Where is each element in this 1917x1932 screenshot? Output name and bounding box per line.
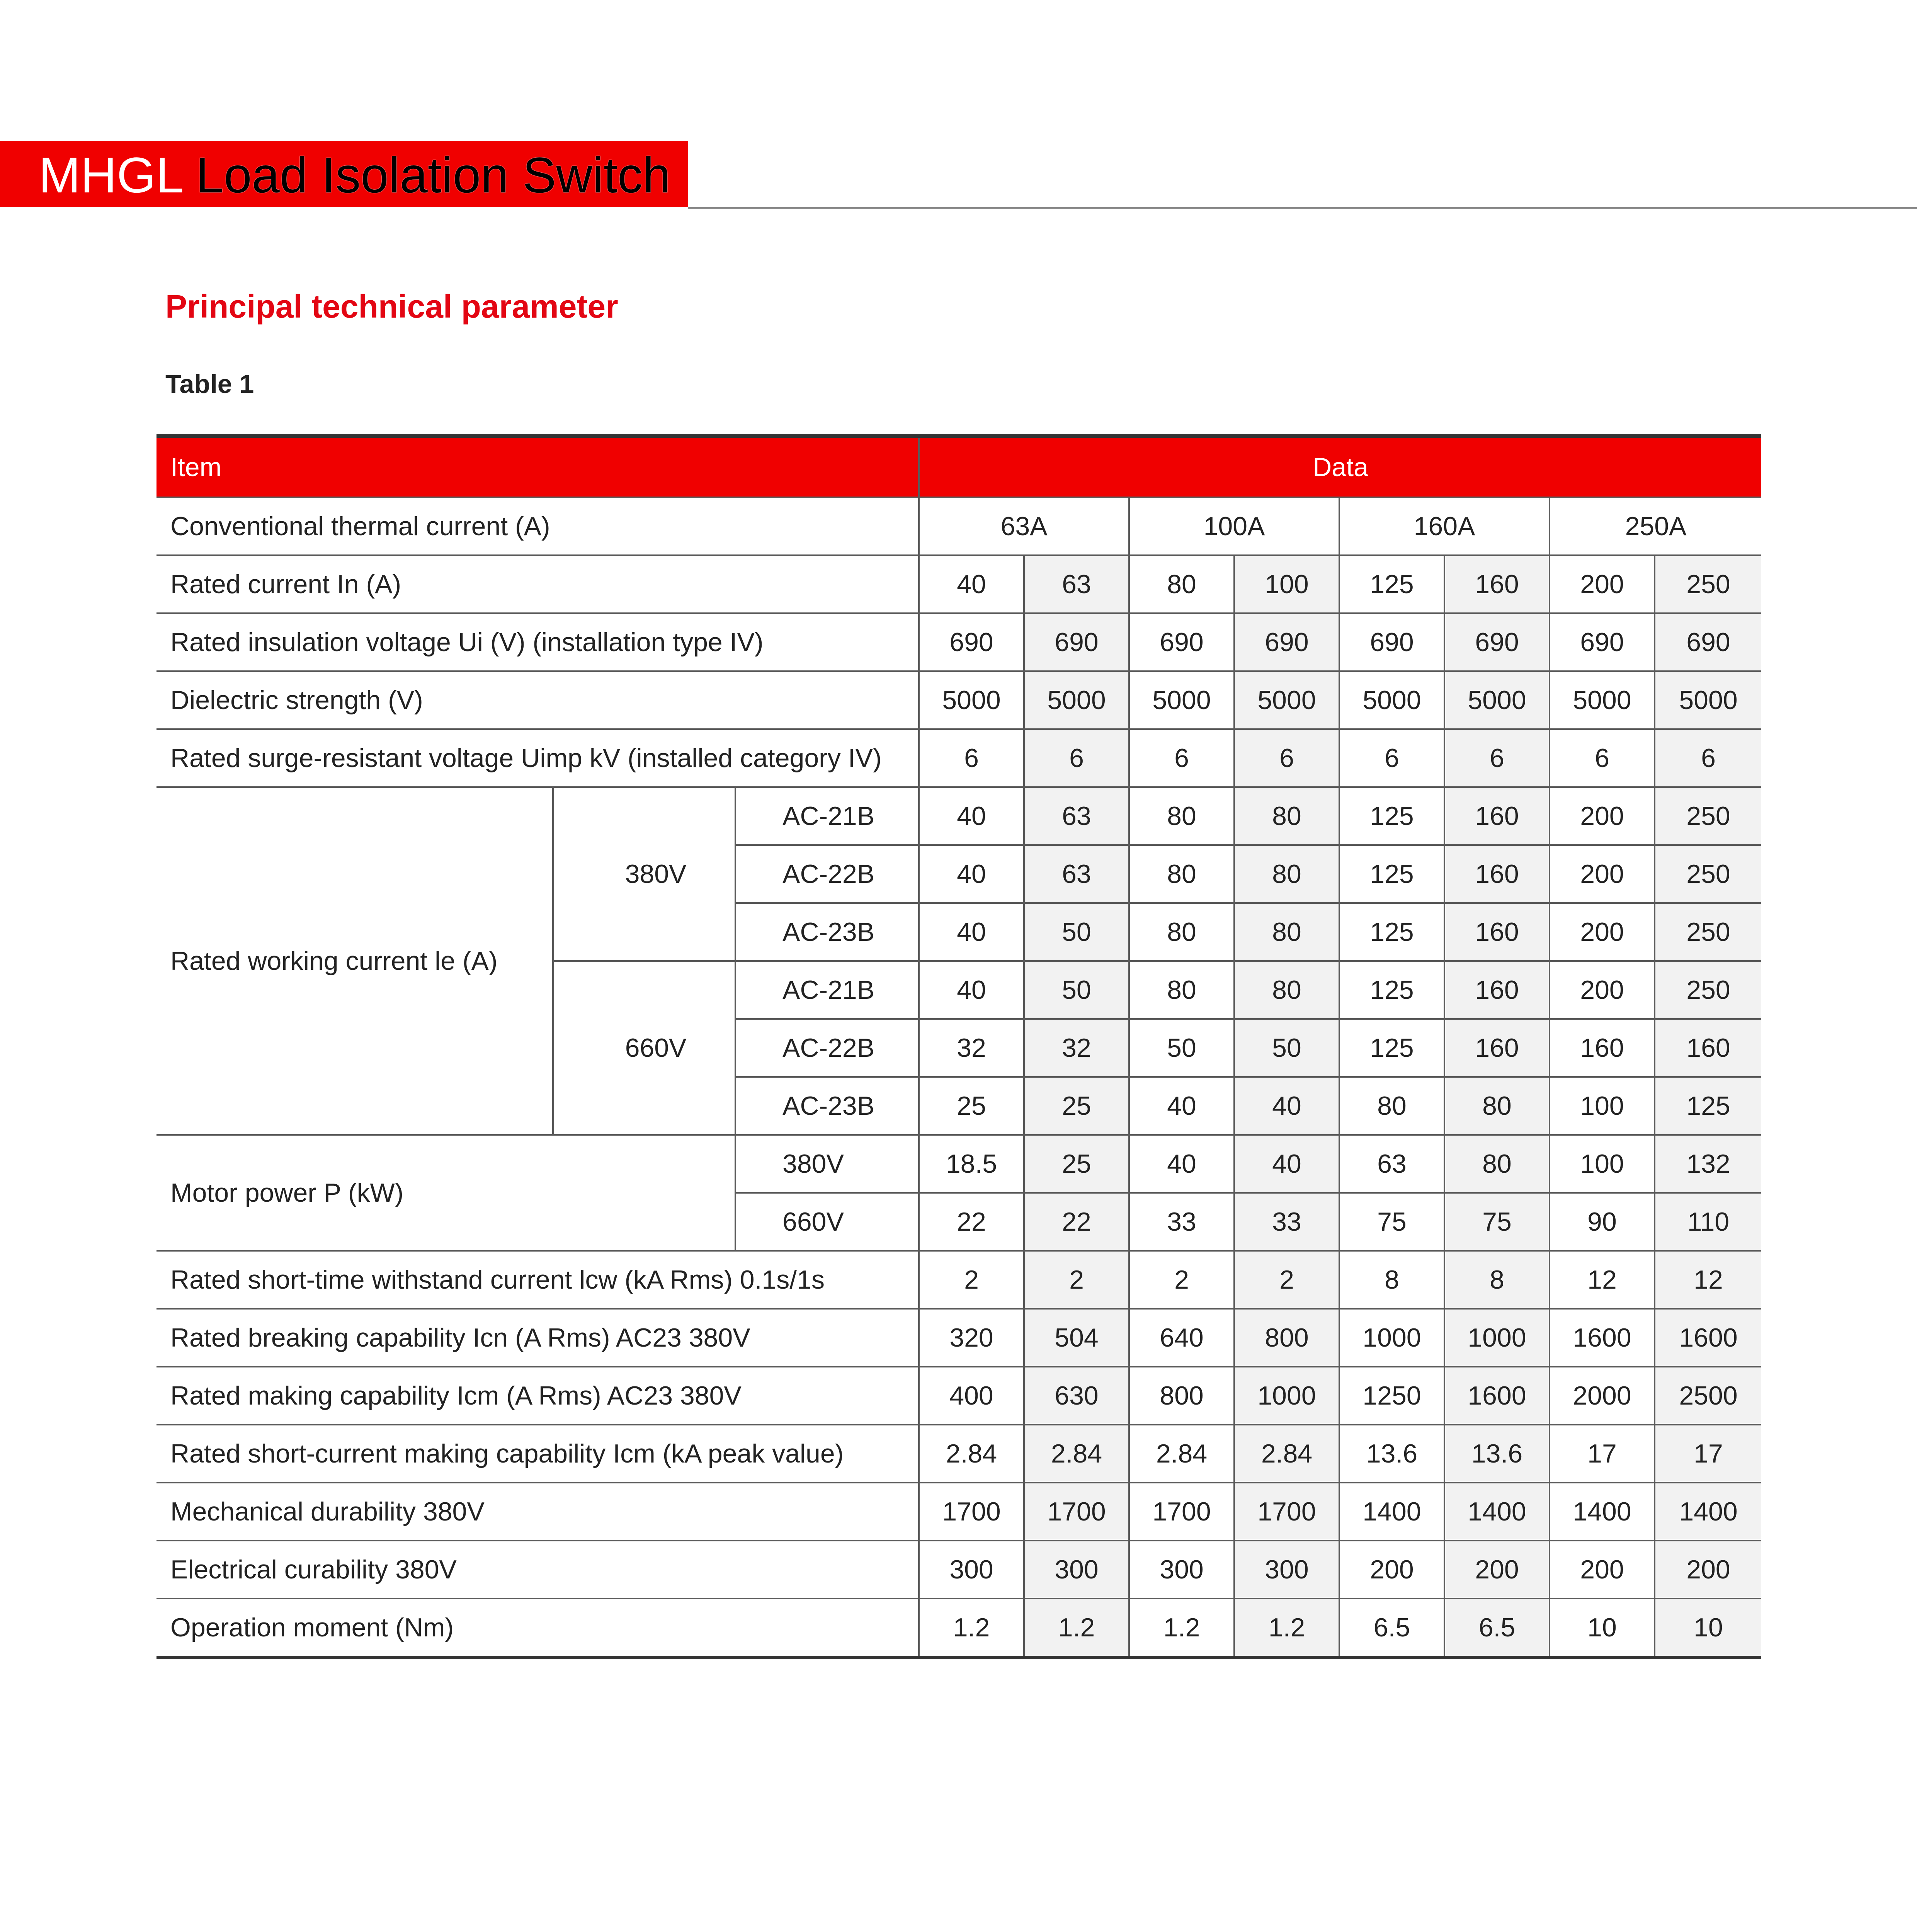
row-label: Conventional thermal current (A) <box>156 497 919 555</box>
value-cell: 6 <box>1444 729 1550 787</box>
top-rows <box>156 555 1761 787</box>
row-label: Mechanical durability 380V <box>156 1483 919 1541</box>
voltage-label: 660V <box>553 961 735 1135</box>
value-cell: 6.5 <box>1339 1599 1444 1658</box>
row-label: Rated current In (A) <box>156 555 919 613</box>
value-cell: 125 <box>1339 787 1444 845</box>
value-cell: 100 <box>1234 555 1339 613</box>
value-cell: 690 <box>919 613 1024 671</box>
value-cell: 80 <box>1234 845 1339 903</box>
row-label: Electrical curability 380V <box>156 1541 919 1599</box>
value-cell: 125 <box>1339 903 1444 961</box>
table-row <box>156 1309 1761 1367</box>
value-cell: 40 <box>919 845 1024 903</box>
value-cell: 690 <box>1655 613 1761 671</box>
value-cell: 100 <box>1550 1077 1655 1135</box>
row-label: Rated making capability Icm (A Rms) AC23 380V <box>156 1367 919 1425</box>
value-cell: 200 <box>1339 1541 1444 1599</box>
header-divider <box>688 207 1917 209</box>
value-cell: 1400 <box>1444 1483 1550 1541</box>
value-cell: 690 <box>1129 613 1234 671</box>
thermal-current-value: 250A <box>1550 497 1761 555</box>
table-row <box>156 613 1761 671</box>
row-label: Operation moment (Nm) <box>156 1599 919 1658</box>
working-current-rows <box>156 787 1761 1135</box>
table-row <box>156 1135 1761 1193</box>
value-cell: 50 <box>1024 903 1129 961</box>
value-cell: 630 <box>1024 1367 1129 1425</box>
utilization-category: AC-22B <box>735 1019 919 1077</box>
value-cell: 12 <box>1550 1251 1655 1309</box>
value-cell: 33 <box>1129 1193 1234 1251</box>
value-cell: 800 <box>1129 1367 1234 1425</box>
value-cell: 13.6 <box>1444 1425 1550 1483</box>
value-cell: 22 <box>1024 1193 1129 1251</box>
value-cell: 80 <box>1234 961 1339 1019</box>
value-cell: 6 <box>919 729 1024 787</box>
value-cell: 6 <box>1550 729 1655 787</box>
value-cell: 5000 <box>1024 671 1129 729</box>
page-header-title <box>39 142 670 208</box>
table-row <box>156 1599 1761 1658</box>
value-cell: 1000 <box>1339 1309 1444 1367</box>
value-cell: 250 <box>1655 845 1761 903</box>
product-title: Load Isolation Switch <box>182 147 671 203</box>
value-cell: 50 <box>1234 1019 1339 1077</box>
value-cell: 5000 <box>1550 671 1655 729</box>
value-cell: 63 <box>1024 555 1129 613</box>
value-cell: 160 <box>1655 1019 1761 1077</box>
value-cell: 80 <box>1234 787 1339 845</box>
value-cell: 1700 <box>919 1483 1024 1541</box>
value-cell: 6 <box>1024 729 1129 787</box>
value-cell: 640 <box>1129 1309 1234 1367</box>
table-header-row <box>156 436 1761 498</box>
value-cell: 690 <box>1339 613 1444 671</box>
value-cell: 400 <box>919 1367 1024 1425</box>
technical-parameter-table <box>156 434 1761 1659</box>
value-cell: 160 <box>1444 961 1550 1019</box>
value-cell: 80 <box>1129 845 1234 903</box>
utilization-category: AC-23B <box>735 1077 919 1135</box>
value-cell: 160 <box>1550 1019 1655 1077</box>
value-cell: 25 <box>919 1077 1024 1135</box>
value-cell: 2500 <box>1655 1367 1761 1425</box>
table-row <box>156 1425 1761 1483</box>
value-cell: 200 <box>1550 903 1655 961</box>
value-cell: 2.84 <box>919 1425 1024 1483</box>
value-cell: 5000 <box>1339 671 1444 729</box>
value-cell: 22 <box>919 1193 1024 1251</box>
value-cell: 18.5 <box>919 1135 1024 1193</box>
value-cell: 25 <box>1024 1077 1129 1135</box>
value-cell: 110 <box>1655 1193 1761 1251</box>
value-cell: 80 <box>1129 961 1234 1019</box>
utilization-category: AC-21B <box>735 961 919 1019</box>
value-cell: 1400 <box>1550 1483 1655 1541</box>
value-cell: 1.2 <box>1234 1599 1339 1658</box>
value-cell: 160 <box>1444 903 1550 961</box>
value-cell: 1700 <box>1234 1483 1339 1541</box>
value-cell: 80 <box>1234 903 1339 961</box>
value-cell: 80 <box>1129 555 1234 613</box>
value-cell: 200 <box>1550 1541 1655 1599</box>
row-label: Dielectric strength (V) <box>156 671 919 729</box>
value-cell: 5000 <box>919 671 1024 729</box>
value-cell: 32 <box>1024 1019 1129 1077</box>
thermal-current-value: 160A <box>1339 497 1550 555</box>
value-cell: 160 <box>1444 787 1550 845</box>
value-cell: 63 <box>1024 787 1129 845</box>
value-cell: 50 <box>1129 1019 1234 1077</box>
voltage-label: 380V <box>735 1135 919 1193</box>
value-cell: 200 <box>1550 555 1655 613</box>
value-cell: 2.84 <box>1024 1425 1129 1483</box>
value-cell: 63 <box>1339 1135 1444 1193</box>
value-cell: 32 <box>919 1019 1024 1077</box>
value-cell: 80 <box>1129 903 1234 961</box>
section-title: Principal technical parameter <box>165 288 618 325</box>
row-label: Rated surge-resistant voltage Uimp kV (installed category IV) <box>156 729 919 787</box>
value-cell: 80 <box>1339 1077 1444 1135</box>
table-row <box>156 729 1761 787</box>
value-cell: 40 <box>1234 1135 1339 1193</box>
value-cell: 1600 <box>1655 1309 1761 1367</box>
value-cell: 160 <box>1444 1019 1550 1077</box>
value-cell: 5000 <box>1655 671 1761 729</box>
value-cell: 200 <box>1550 845 1655 903</box>
value-cell: 125 <box>1339 845 1444 903</box>
thermal-current-value: 100A <box>1129 497 1339 555</box>
value-cell: 800 <box>1234 1309 1339 1367</box>
value-cell: 690 <box>1024 613 1129 671</box>
voltage-label: 660V <box>735 1193 919 1251</box>
table-row <box>156 1483 1761 1541</box>
table-label: Table 1 <box>165 369 254 399</box>
value-cell: 40 <box>919 903 1024 961</box>
value-cell: 75 <box>1339 1193 1444 1251</box>
value-cell: 12 <box>1655 1251 1761 1309</box>
value-cell: 8 <box>1339 1251 1444 1309</box>
value-cell: 125 <box>1339 555 1444 613</box>
value-cell: 17 <box>1655 1425 1761 1483</box>
value-cell: 17 <box>1550 1425 1655 1483</box>
row-label: Rated short-time withstand current lcw (kA Rms) 0.1s/1s <box>156 1251 919 1309</box>
row-label: Motor power P (kW) <box>156 1135 735 1251</box>
value-cell: 2 <box>919 1251 1024 1309</box>
utilization-category: AC-23B <box>735 903 919 961</box>
value-cell: 90 <box>1550 1193 1655 1251</box>
table-row <box>156 555 1761 613</box>
value-cell: 132 <box>1655 1135 1761 1193</box>
value-cell: 75 <box>1444 1193 1550 1251</box>
value-cell: 5000 <box>1129 671 1234 729</box>
row-label: Rated short-current making capability Icm (kA peak value) <box>156 1425 919 1483</box>
value-cell: 200 <box>1550 961 1655 1019</box>
value-cell: 50 <box>1024 961 1129 1019</box>
value-cell: 125 <box>1655 1077 1761 1135</box>
value-cell: 8 <box>1444 1251 1550 1309</box>
header-data: Data <box>919 436 1761 498</box>
motor-power-rows <box>156 1135 1761 1251</box>
value-cell: 1700 <box>1129 1483 1234 1541</box>
table-row <box>156 1251 1761 1309</box>
value-cell: 40 <box>919 961 1024 1019</box>
value-cell: 6 <box>1339 729 1444 787</box>
value-cell: 10 <box>1655 1599 1761 1658</box>
table-row <box>156 671 1761 729</box>
value-cell: 40 <box>919 787 1024 845</box>
value-cell: 125 <box>1339 1019 1444 1077</box>
value-cell: 160 <box>1444 555 1550 613</box>
value-cell: 300 <box>1129 1541 1234 1599</box>
value-cell: 320 <box>919 1309 1024 1367</box>
table-row <box>156 1367 1761 1425</box>
value-cell: 80 <box>1444 1077 1550 1135</box>
thermal-current-value: 63A <box>919 497 1129 555</box>
value-cell: 80 <box>1444 1135 1550 1193</box>
value-cell: 690 <box>1550 613 1655 671</box>
bottom-rows <box>156 1251 1761 1658</box>
value-cell: 25 <box>1024 1135 1129 1193</box>
value-cell: 300 <box>1234 1541 1339 1599</box>
row-label: Rated working current le (A) <box>156 787 553 1135</box>
value-cell: 40 <box>1234 1077 1339 1135</box>
value-cell: 2000 <box>1550 1367 1655 1425</box>
value-cell: 1600 <box>1550 1309 1655 1367</box>
brand-name: MHGL <box>39 147 182 203</box>
value-cell: 300 <box>919 1541 1024 1599</box>
value-cell: 40 <box>919 555 1024 613</box>
value-cell: 2 <box>1024 1251 1129 1309</box>
value-cell: 2.84 <box>1129 1425 1234 1483</box>
value-cell: 6.5 <box>1444 1599 1550 1658</box>
value-cell: 1.2 <box>919 1599 1024 1658</box>
value-cell: 1000 <box>1234 1367 1339 1425</box>
value-cell: 10 <box>1550 1599 1655 1658</box>
value-cell: 5000 <box>1444 671 1550 729</box>
value-cell: 2 <box>1234 1251 1339 1309</box>
value-cell: 100 <box>1550 1135 1655 1193</box>
value-cell: 5000 <box>1234 671 1339 729</box>
row-label: Rated breaking capability Icn (A Rms) AC23 380V <box>156 1309 919 1367</box>
value-cell: 1600 <box>1444 1367 1550 1425</box>
value-cell: 1.2 <box>1129 1599 1234 1658</box>
value-cell: 6 <box>1129 729 1234 787</box>
value-cell: 690 <box>1444 613 1550 671</box>
value-cell: 6 <box>1234 729 1339 787</box>
value-cell: 160 <box>1444 845 1550 903</box>
value-cell: 33 <box>1234 1193 1339 1251</box>
value-cell: 63 <box>1024 845 1129 903</box>
value-cell: 40 <box>1129 1077 1234 1135</box>
value-cell: 1250 <box>1339 1367 1444 1425</box>
value-cell: 690 <box>1234 613 1339 671</box>
value-cell: 250 <box>1655 787 1761 845</box>
header-item: Item <box>156 436 919 498</box>
row-label: Rated insulation voltage Ui (V) (installation type IV) <box>156 613 919 671</box>
value-cell: 40 <box>1129 1135 1234 1193</box>
value-cell: 2 <box>1129 1251 1234 1309</box>
value-cell: 1700 <box>1024 1483 1129 1541</box>
value-cell: 200 <box>1550 787 1655 845</box>
value-cell: 1400 <box>1655 1483 1761 1541</box>
value-cell: 200 <box>1444 1541 1550 1599</box>
value-cell: 250 <box>1655 555 1761 613</box>
voltage-label: 380V <box>553 787 735 961</box>
value-cell: 504 <box>1024 1309 1129 1367</box>
table-row <box>156 787 1761 845</box>
value-cell: 300 <box>1024 1541 1129 1599</box>
table-row <box>156 497 1761 555</box>
value-cell: 125 <box>1339 961 1444 1019</box>
value-cell: 250 <box>1655 961 1761 1019</box>
value-cell: 13.6 <box>1339 1425 1444 1483</box>
value-cell: 80 <box>1129 787 1234 845</box>
value-cell: 2.84 <box>1234 1425 1339 1483</box>
value-cell: 1.2 <box>1024 1599 1129 1658</box>
table-row <box>156 1541 1761 1599</box>
value-cell: 6 <box>1655 729 1761 787</box>
value-cell: 250 <box>1655 903 1761 961</box>
value-cell: 1400 <box>1339 1483 1444 1541</box>
value-cell: 200 <box>1655 1541 1761 1599</box>
value-cell: 1000 <box>1444 1309 1550 1367</box>
utilization-category: AC-21B <box>735 787 919 845</box>
utilization-category: AC-22B <box>735 845 919 903</box>
